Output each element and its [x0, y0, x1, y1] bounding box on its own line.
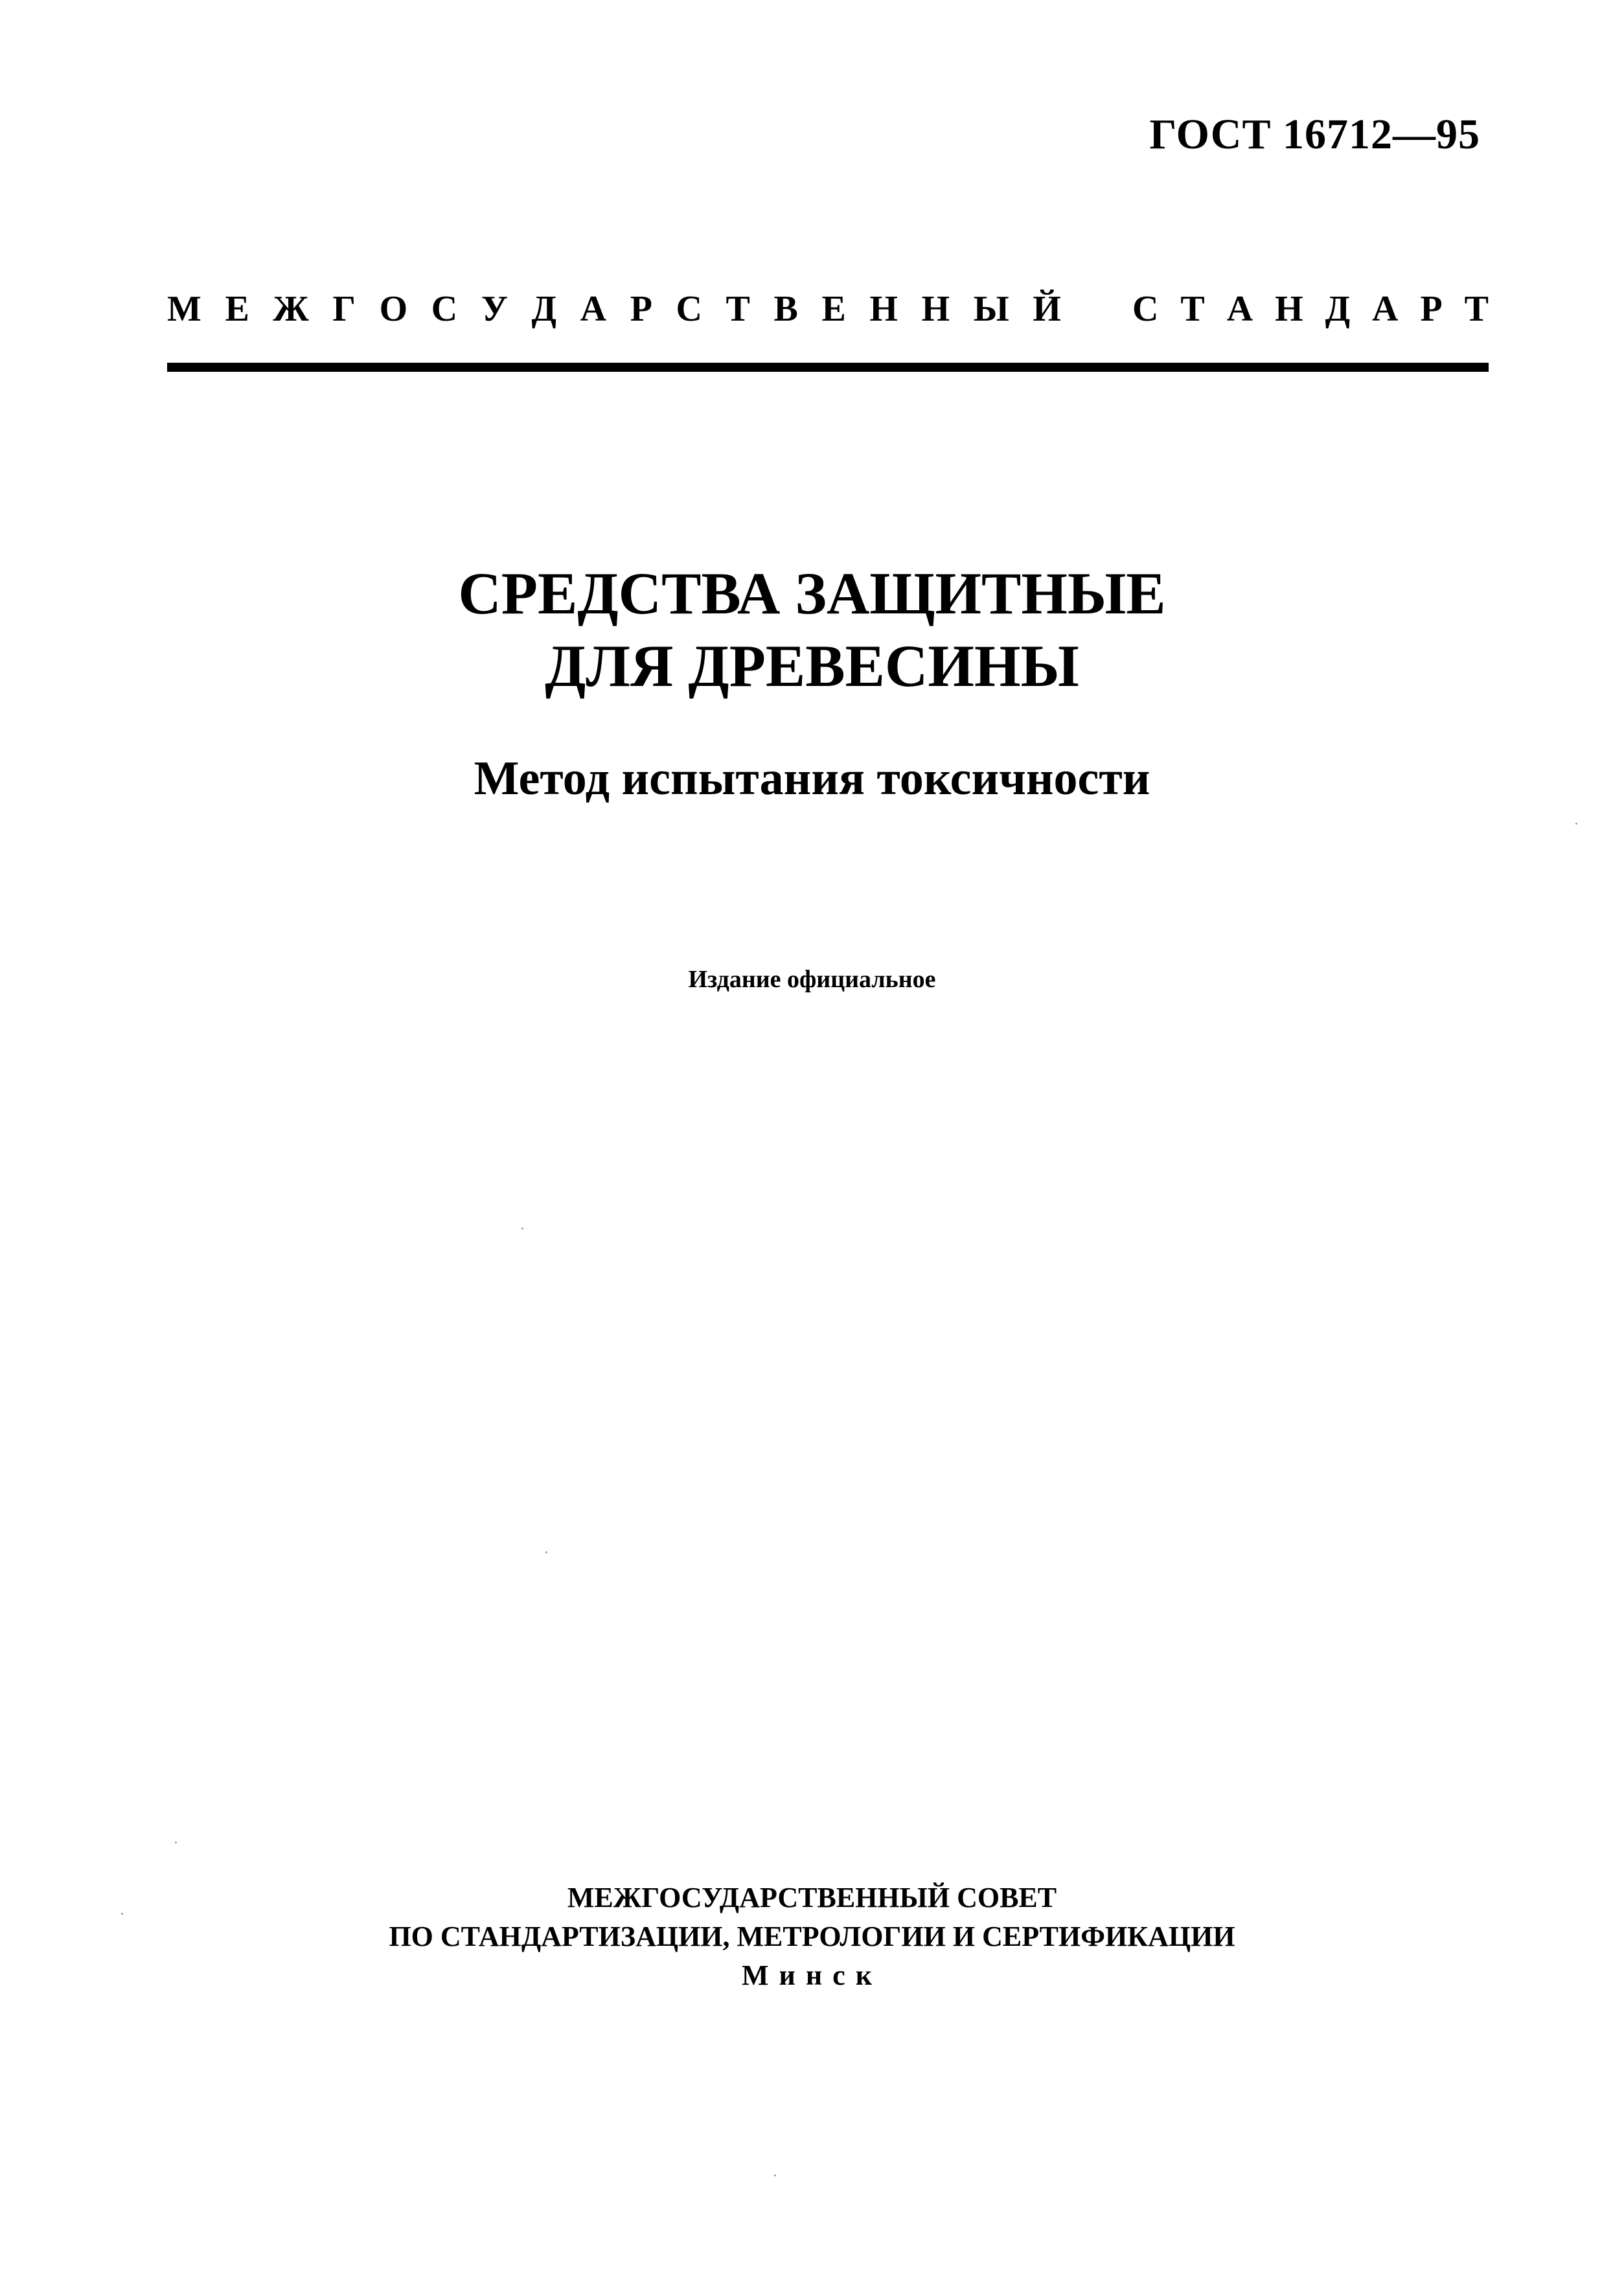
letter: А: [580, 289, 607, 329]
letter: Д: [1325, 289, 1351, 329]
scan-speck: [521, 1227, 523, 1229]
letter: Е: [225, 289, 249, 329]
scan-speck: [175, 1842, 177, 1843]
edition-note: Издание официальное: [688, 966, 936, 993]
letter: Н: [869, 289, 898, 329]
letter: С: [1132, 289, 1159, 329]
letter: С: [431, 289, 458, 329]
publisher-block: [0, 1878, 1624, 1995]
standard-type-heading: [167, 280, 1489, 338]
letter: Е: [821, 289, 846, 329]
letter: А: [1226, 289, 1253, 329]
letter: Р: [1420, 289, 1443, 329]
scan-speck: [545, 1551, 547, 1553]
letter: Т: [726, 289, 750, 329]
scan-speck: [774, 2174, 776, 2176]
document-number: ГОСТ 16712—95: [1149, 111, 1480, 158]
scan-speck: [1575, 823, 1577, 825]
letter: Т: [1180, 289, 1205, 329]
letter: У: [481, 289, 508, 329]
horizontal-rule: [167, 363, 1489, 372]
title-line-2: ДЛЯ ДРЕВЕСИНЫ: [545, 633, 1079, 699]
letter: О: [379, 289, 408, 329]
letter: Ы: [973, 289, 1009, 329]
letter: Д: [531, 289, 557, 329]
publisher-line-1: МЕЖГОСУДАРСТВЕННЫЙ СОВЕТ: [567, 1882, 1057, 1913]
letter: Й: [1033, 289, 1061, 329]
publisher-line-2: ПО СТАНДАРТИЗАЦИИ, МЕТРОЛОГИИ И СЕРТИФИКАЦИИ: [389, 1921, 1235, 1952]
letter: В: [773, 289, 798, 329]
letter: А: [1372, 289, 1399, 329]
letter: Н: [1275, 289, 1303, 329]
letter: М: [167, 289, 201, 329]
standard-type-word-standard: [1132, 288, 1489, 330]
letter: Р: [630, 289, 652, 329]
letter: Г: [332, 289, 356, 329]
scan-speck: [121, 1913, 123, 1915]
title-line-1: СРЕДСТВА ЗАЩИТНЫЕ: [458, 560, 1166, 626]
letter: Т: [1464, 289, 1489, 329]
letter: С: [676, 289, 702, 329]
standard-type-word-interstate: [167, 288, 1061, 330]
letter: Ж: [273, 289, 309, 329]
document-title: [0, 557, 1624, 702]
publisher-city: Минск: [741, 1959, 883, 1991]
letter: Н: [921, 289, 950, 329]
document-subtitle: Метод испытания токсичности: [474, 752, 1150, 805]
